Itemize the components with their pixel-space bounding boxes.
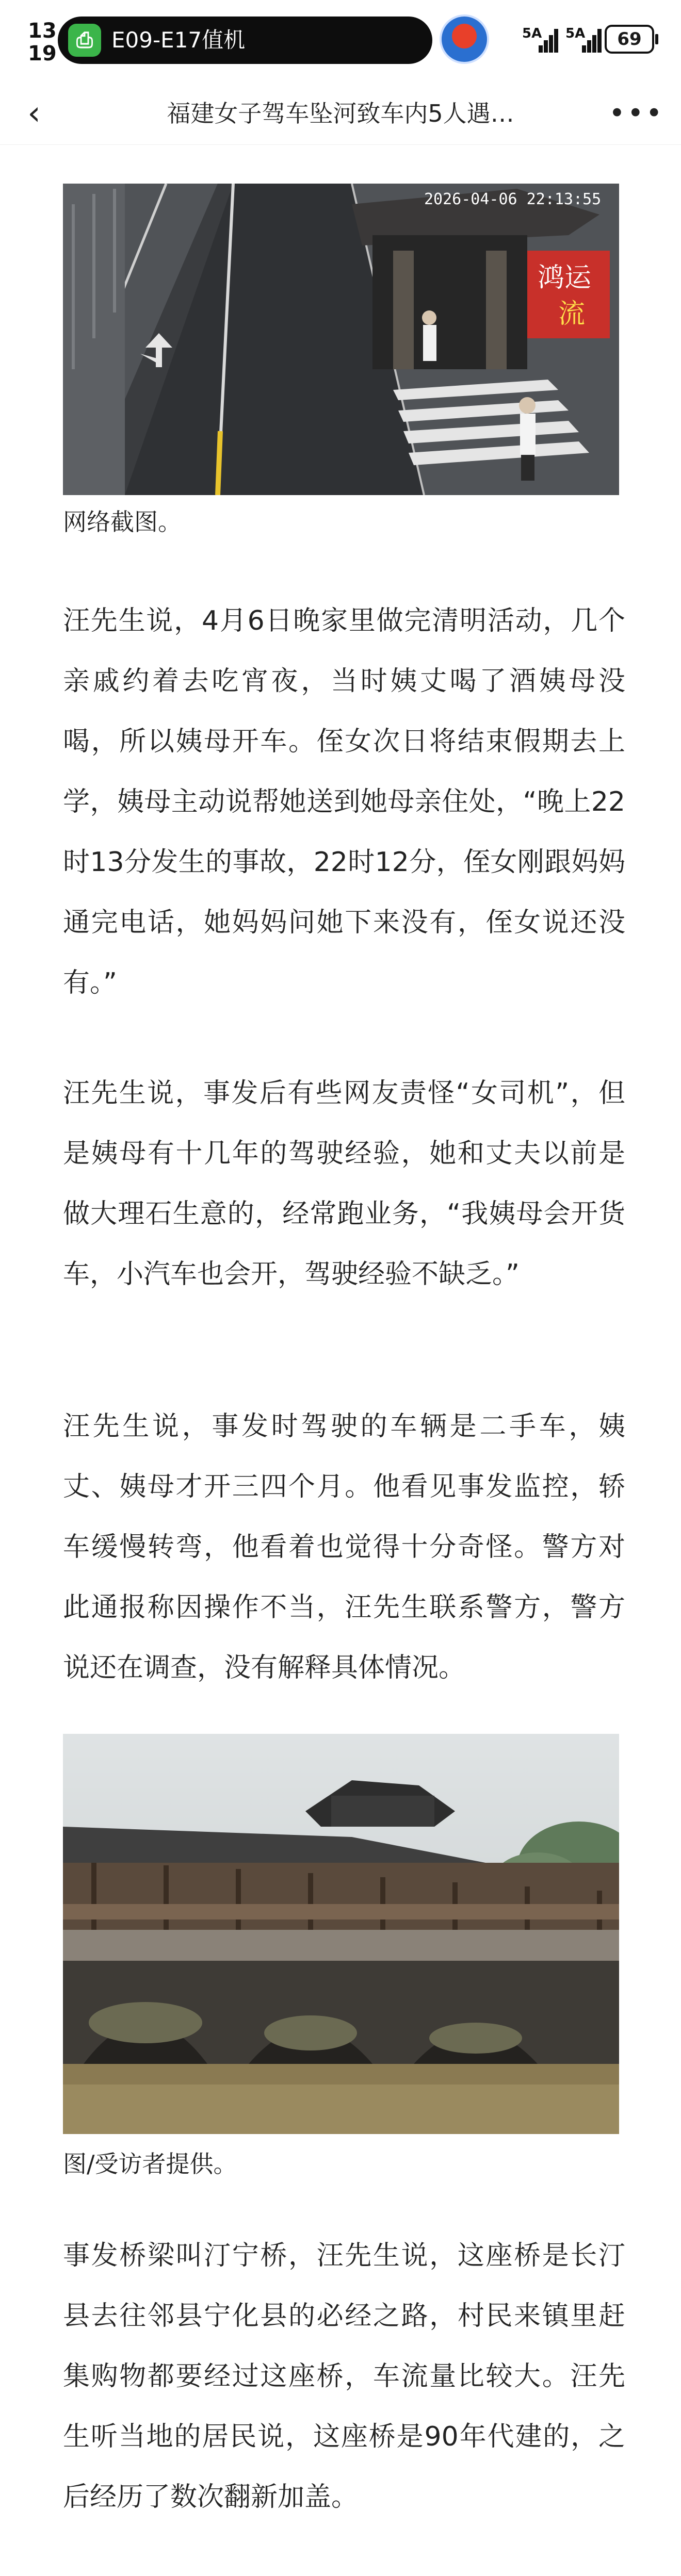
surveillance-scene (63, 184, 619, 495)
surveillance-image[interactable] (63, 184, 619, 495)
bridge-scene (63, 1734, 619, 2134)
video-timestamp: 2026-04-06 22:13:55 (424, 190, 602, 208)
image-caption: 图/受访者提供。 (63, 2150, 237, 2178)
clock: 13 19 (28, 19, 57, 65)
signal-2-bars-icon (582, 27, 603, 53)
article-paragraph: 事发桥梁叫汀宁桥，汪先生说，这座桥是长汀县去往邻县宁化县的必经之路，村民来镇里赶集购物都要经过这座桥，车流量比较大。汪先生听当地的居民说，这座桥是90年代建的，之后经历了数次翻新加盖。 (63, 2240, 625, 2513)
more-dots-icon[interactable]: ••• (609, 97, 664, 129)
article-paragraph: 汪先生说，事发后有些网友责怪“女司机”，但是姨母有十几年的驾驶经验，她和丈夫以前是做大理石生意的，经常跑业务，“我姨母会开货车，小汽车也会开，驾驶经验不缺乏。” (63, 1078, 625, 1290)
nav-bar (0, 83, 681, 145)
image-caption: 网络截图。 (63, 508, 182, 536)
signal-1-bars-icon (539, 27, 559, 53)
signal-1-label: 5A (522, 26, 542, 41)
sign-text: 鸿运 (538, 262, 592, 293)
battery-icon: 69 (605, 25, 654, 54)
status-bar (0, 0, 681, 83)
page-title: 福建女子驾车坠河致车内5人遇… (167, 100, 514, 127)
boarding-pass-icon: ⎙ (68, 24, 101, 57)
signal-2-label: 5A (565, 26, 586, 41)
sign-text-2: 流 (558, 299, 586, 330)
live-activity-text: E09-E17值机 (111, 27, 246, 53)
railway-app-icon[interactable] (440, 14, 489, 64)
live-activity-pill[interactable] (58, 17, 432, 64)
chevron-left-icon[interactable]: ‹ (27, 94, 41, 133)
article-paragraph: 汪先生说，4月6日晚家里做完清明活动，几个亲戚约着去吃宵夜，当时姨丈喝了酒姨母没喝，所以姨母开车。侄女次日将结束假期去上学，姨母主动说帮她送到她母亲住处，“晚上22时13分发生的事故，22时12分，侄女刚跟妈妈通完电话，她妈妈问她下来没有，侄女说还没有。” (63, 605, 625, 998)
article-paragraph: 汪先生说，事发时驾驶的车辆是二手车，姨丈、姨母才开三四个月。他看见事发监控，轿车缓慢转弯，他看着也觉得十分奇怪。警方对此通报称因操作不当，汪先生联系警方，警方说还在调查，没有解释具体情况。 (63, 1411, 625, 1683)
bridge-image[interactable] (63, 1734, 619, 2134)
